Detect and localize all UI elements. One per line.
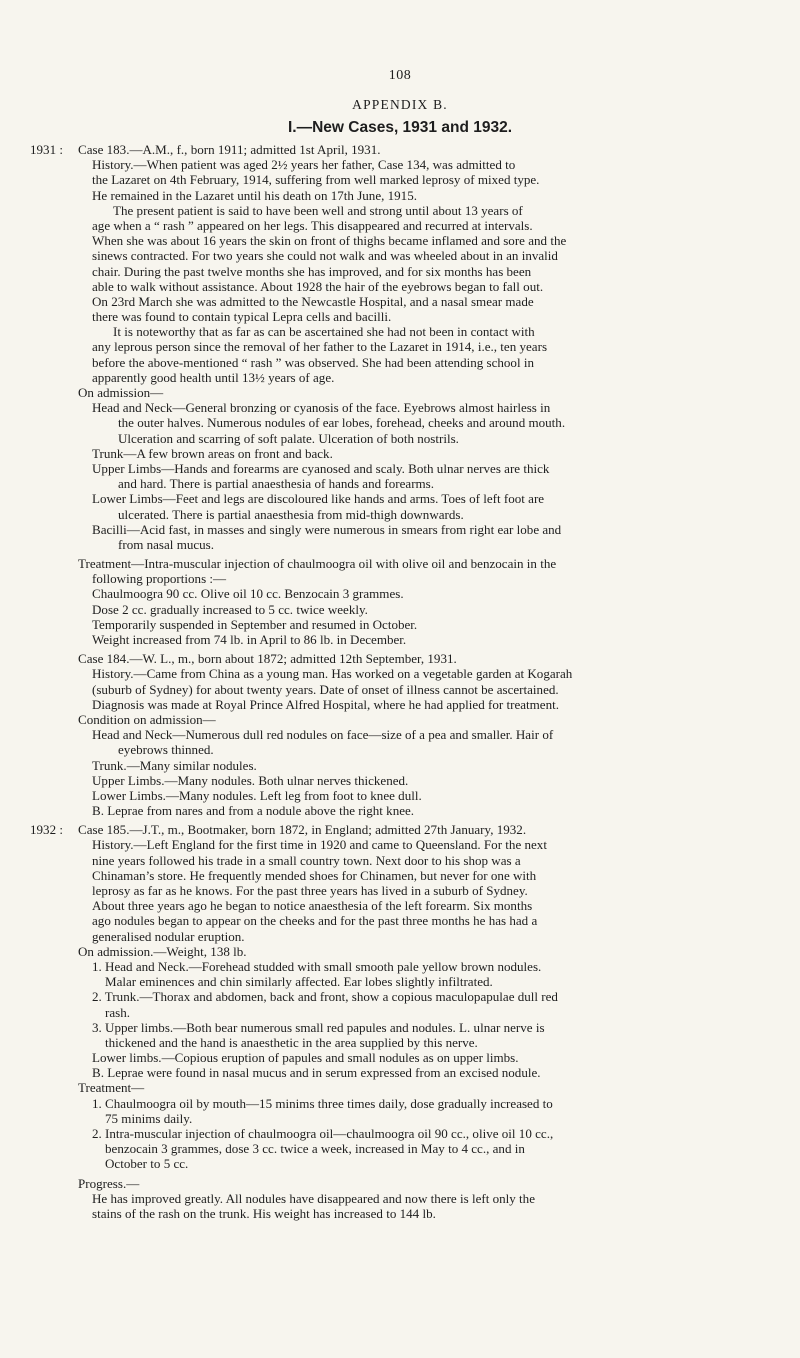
text-line: leprosy as far as he knows. For the past three years has lived in a suburb of Sydney. [92, 883, 528, 898]
case-heading: Case 185.—J.T., m., Bootmaker, born 1872, in England; admitted 27th January, 1932. [78, 822, 527, 838]
text-line: Malar eminences and chin similarly affected. Ear lobes slightly infiltrated. [105, 974, 493, 990]
text-line: nine years followed his trade in a small country town. Next door to his shop was a [92, 852, 521, 868]
text-line: chair. During the past twelve months she has improved, and for six months has been [92, 263, 532, 279]
text-line: When she was about 16 years the skin on front of thighs became inflamed and sore and the [92, 233, 567, 249]
page-number: 108 [388, 68, 412, 83]
appendix-title: APPENDIX B. [352, 97, 448, 112]
text-line: before the above-mentioned “ rash ” was observed. She had been attending school in [92, 354, 534, 370]
text-line: Dose 2 cc. gradually increased to 5 cc. twice weekly. [92, 601, 368, 617]
text-line: October to 5 cc. [105, 1156, 189, 1172]
text-line: History.—When patient was aged 2½ years her father, Case 134, was admitted to [92, 157, 516, 173]
case-heading: Case 183.—A.M., f., born 1911; admitted 1st April, 1931. [78, 142, 381, 157]
subheading: Progress.— [78, 1175, 140, 1191]
text-line: Bacilli—Acid fast, in masses and singly were numerous in smears from right ear lobe and [92, 521, 562, 537]
text-line: benzocain 3 grammes, dose 3 cc. twice a week, increased in May to 4 cc., and in [105, 1141, 525, 1157]
text-line: Ulceration and scarring of soft palate. Ulceration of both nostrils. [118, 430, 459, 446]
text-line: generalised nodular eruption. [92, 928, 245, 944]
text-line: the outer halves. Numerous nodules of ear lobes, forehead, cheeks and around mouth. [118, 415, 566, 431]
text-line: any leprous person since the removal of her father to the Lazaret in 1914, i.e., ten years [92, 339, 548, 355]
text-line: rash. [105, 1004, 130, 1020]
text-line: Upper Limbs.—Many nodules. Both ulnar nerves thickened. [92, 772, 409, 788]
text-line: Weight increased from 74 lb. in April to 86 lb. in December. [92, 632, 407, 647]
text-line: Trunk.—Many similar nodules. [92, 757, 257, 773]
text-line: Lower limbs.—Copious eruption of papules and small nodules as on upper limbs. [92, 1050, 519, 1066]
text-line: eyebrows thinned. [118, 742, 214, 758]
text-line: About three years ago he began to notice anaesthesia of the left forearm. Six months [92, 898, 533, 914]
text-line: B. Leprae were found in nasal mucus and in serum expressed from an excised nodule. [92, 1065, 541, 1081]
text-line: thickened and the hand is anaesthetic in the area supplied by this nerve. [105, 1034, 478, 1050]
text-line: On 23rd March she was admitted to the Newcastle Hospital, and a nasal smear made [92, 293, 534, 309]
text-line: ulcerated. There is partial anaesthesia from mid-thigh downwards. [118, 506, 464, 522]
subheading: On admission.—Weight, 138 lb. [78, 943, 247, 959]
year-label: 1931 : [30, 142, 63, 157]
case-heading: Case 184.—W. L., m., born about 1872; admitted 12th September, 1931. [78, 651, 457, 667]
text-line: History.—Left England for the first time in 1920 and came to Queensland. For the next [92, 837, 547, 853]
text-line: sinews contracted. For two years she could not walk and was wheeled about in an invalid [92, 248, 558, 264]
text-line: Temporarily suspended in September and resumed in October. [92, 616, 418, 632]
document-body [0, 142, 800, 1221]
text-line: It is noteworthy that as far as can be ascertained she had not been in contact with [113, 324, 535, 340]
text-line: stains of the rash on the trunk. His weight has increased to 144 lb. [92, 1205, 436, 1221]
subheading: On admission— [78, 385, 164, 400]
text-line: Trunk—A few brown areas on front and back. [92, 445, 333, 461]
subheading: Treatment—Intra-muscular injection of chaulmoogra oil with olive oil and benzocain in the [78, 556, 557, 572]
text-line: 75 minims daily. [105, 1110, 193, 1126]
text-line: Upper Limbs—Hands and forearms are cyanosed and scaly. Both ulnar nerves are thick [92, 460, 550, 476]
text-line: the Lazaret on 4th February, 1914, suffering from well marked leprosy of mixed type. [92, 172, 540, 188]
text-line: able to walk without assistance. About 1928 the hair of the eyebrows began to fall out. [92, 278, 544, 294]
section-title: I.—New Cases, 1931 and 1932. [287, 119, 513, 136]
subheading: Condition on admission— [78, 711, 216, 727]
text-line: Head and Neck—Numerous dull red nodules on face—size of a pea and smaller. Hair of [92, 727, 554, 743]
text-line: History.—Came from China as a young man. Has worked on a vegetable garden at Kogarah [92, 666, 573, 682]
text-line: 3. Upper limbs.—Both bear numerous small red papules and nodules. L. ulnar nerve is [92, 1019, 545, 1035]
text-line: from nasal mucus. [118, 536, 215, 552]
text-line: apparently good health until 13½ years of age. [92, 369, 335, 385]
text-line: B. Leprae from nares and from a nodule above the right knee. [92, 803, 415, 819]
text-line: (suburb of Sydney) for about twenty years. Date of onset of illness cannot be ascertained. [92, 681, 559, 697]
text-line: Diagnosis was made at Royal Prince Alfred Hospital, where he had applied for treatment. [92, 696, 560, 712]
text-line: Chaulmoogra 90 cc. Olive oil 10 cc. Benzocain 3 grammes. [92, 586, 404, 602]
text-line: 1. Head and Neck.—Forehead studded with small smooth pale yellow brown nodules. [92, 958, 542, 974]
text-line: 1. Chaulmoogra oil by mouth—15 minims three times daily, dose gradually increased to [92, 1095, 553, 1111]
text-line: He remained in the Lazaret until his death on 17th June, 1915. [92, 187, 417, 203]
subheading: Treatment— [78, 1080, 145, 1096]
text-line: Lower Limbs.—Many nodules. Left leg from foot to knee dull. [92, 787, 422, 803]
year-label: 1932 : [30, 822, 63, 838]
text-line: He has improved greatly. All nodules have disappeared and now there is left only the [92, 1190, 535, 1206]
text-line: there was found to contain typical Lepra cells and bacilli. [92, 309, 392, 325]
text-line: ago nodules began to appear on the cheeks and for the past three months he has had a [92, 913, 538, 929]
text-line: The present patient is said to have been well and strong until about 13 years of [113, 202, 523, 218]
text-line: and hard. There is partial anaesthesia of hands and forearms. [118, 476, 435, 492]
text-line: Head and Neck—General bronzing or cyanosis of the face. Eyebrows almost hairless in [92, 400, 551, 416]
text-line: following proportions :— [92, 571, 227, 587]
text-line: Chinaman’s store. He frequently mended shoes for Chinamen, but never for one with [92, 867, 537, 883]
text-line: 2. Trunk.—Thorax and abdomen, back and front, show a copious maculopapulae dull red [92, 989, 558, 1005]
text-line: age when a “ rash ” appeared on her legs. This disappeared and recurred at intervals. [92, 217, 533, 233]
text-line: Lower Limbs—Feet and legs are discoloured like hands and arms. Toes of left foot are [92, 491, 545, 507]
text-line: 2. Intra-muscular injection of chaulmoogra oil—chaulmoogra oil 90 cc., olive oil 10 cc., [92, 1126, 554, 1141]
